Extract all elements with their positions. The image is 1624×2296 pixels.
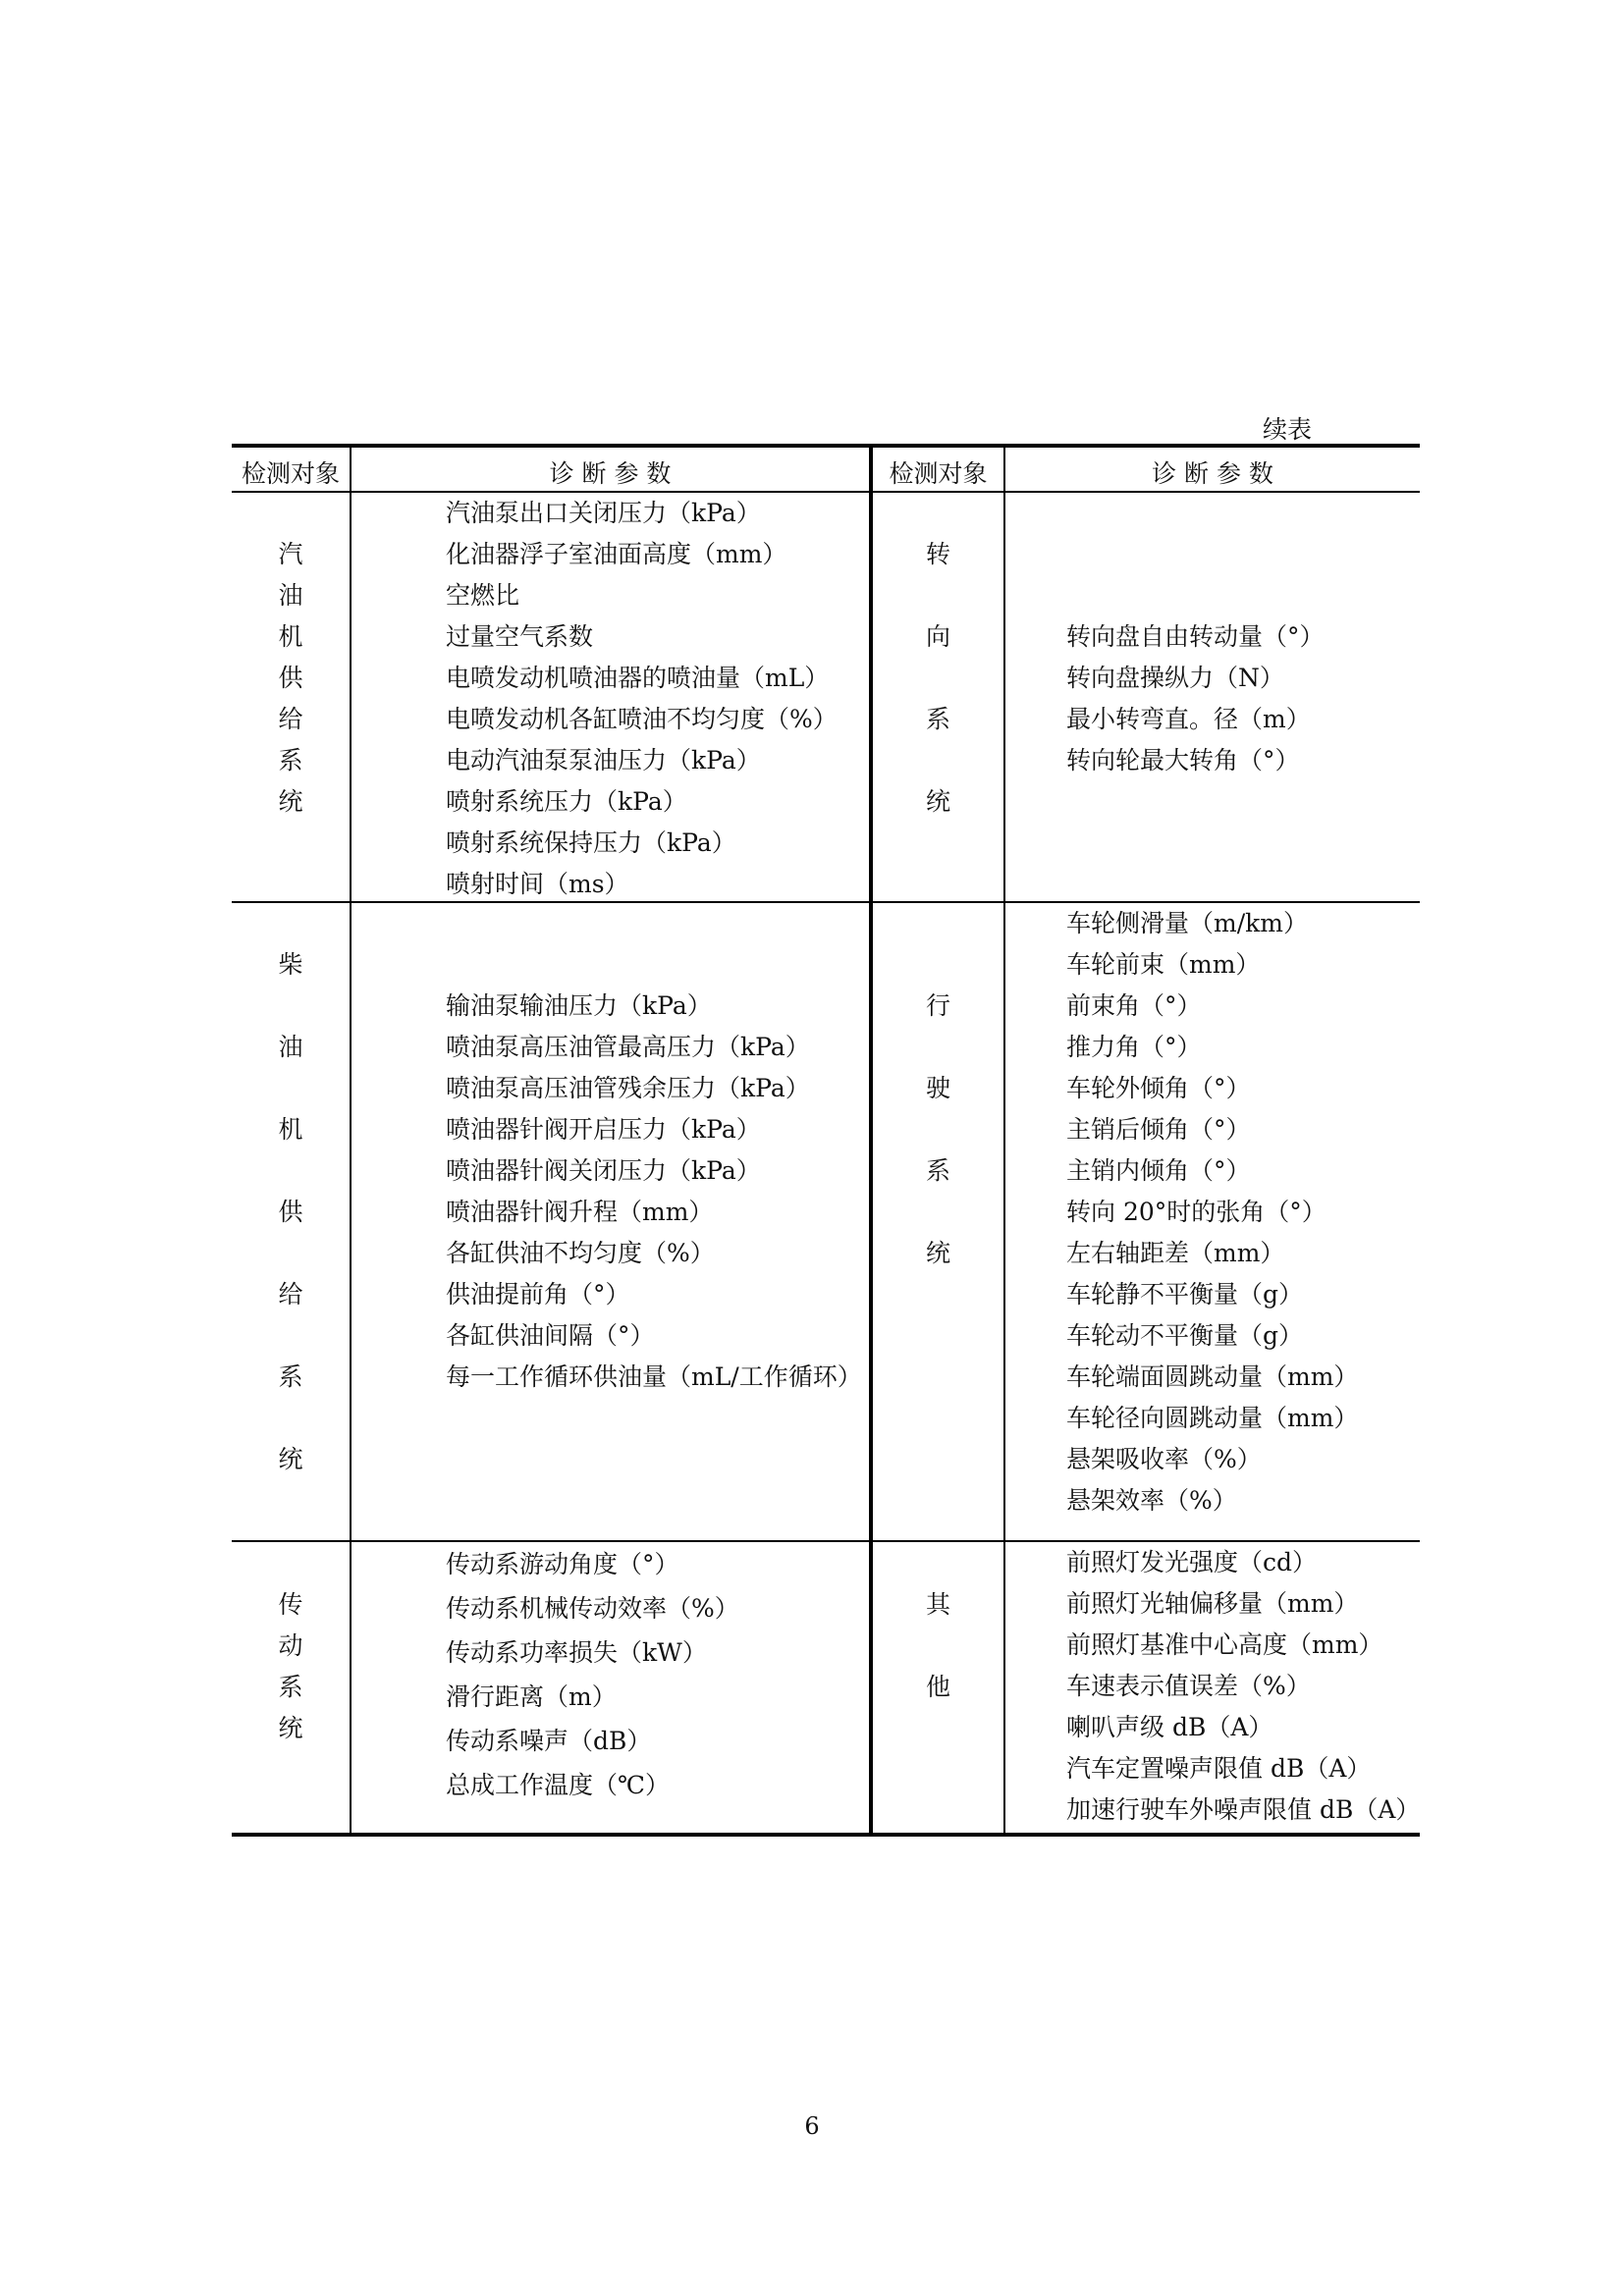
list-item: 每一工作循环供油量（mL/工作循环） bbox=[446, 1362, 862, 1391]
list-item: 喇叭声级 dB（A） bbox=[1066, 1713, 1273, 1741]
list-item: 喷油泵高压油管残余压力（kPa） bbox=[446, 1074, 810, 1102]
list-item: 车轮动不平衡量（g） bbox=[1066, 1321, 1304, 1350]
list-item: 电喷发动机各缸喷油不均匀度（%） bbox=[446, 705, 838, 733]
section-2-right-object bbox=[873, 986, 1003, 1274]
list-item: 车轮外倾角（°） bbox=[1066, 1074, 1251, 1102]
list-item: 喷油器针阀关闭压力（kPa） bbox=[446, 1156, 761, 1185]
list-item: 车轮前束（mm） bbox=[1066, 950, 1261, 979]
list-item: 电喷发动机喷油器的喷油量（mL） bbox=[446, 664, 830, 692]
list-item: 化油器浮子室油面高度（mm） bbox=[446, 540, 787, 568]
list-item: 主销内倾角（°） bbox=[1066, 1156, 1251, 1185]
label-char: 柴 bbox=[278, 950, 303, 979]
list-item: 各缸供油不均匀度（%） bbox=[446, 1239, 715, 1267]
list-item: 左右轴距差（mm） bbox=[1066, 1239, 1285, 1267]
column-rule-3 bbox=[1003, 446, 1005, 1835]
list-item: 最小转弯直。径（m） bbox=[1066, 705, 1311, 733]
list-item: 喷射时间（ms） bbox=[446, 870, 629, 898]
list-item: 喷射系统保持压力（kPa） bbox=[446, 828, 736, 857]
label-char: 统 bbox=[278, 1714, 303, 1742]
label-char: 转 bbox=[925, 540, 950, 568]
header-left-params: 诊 断 参 数 bbox=[549, 459, 672, 488]
label-char: 系 bbox=[278, 1362, 303, 1391]
column-rule-1 bbox=[350, 446, 352, 1835]
list-item: 汽车定置噪声限值 dB（A） bbox=[1066, 1754, 1372, 1783]
label-char: 供 bbox=[278, 664, 303, 692]
label-char: 汽 bbox=[278, 540, 303, 568]
section-3-left-object bbox=[232, 1584, 350, 1749]
list-item: 前照灯光轴偏移量（mm） bbox=[1066, 1589, 1359, 1618]
label-char: 统 bbox=[925, 787, 950, 816]
label-char: 向 bbox=[925, 622, 950, 651]
list-item: 车轮静不平衡量（g） bbox=[1066, 1280, 1304, 1308]
label-char: 动 bbox=[278, 1631, 303, 1660]
list-item: 加速行驶车外噪声限值 dB（A） bbox=[1066, 1795, 1421, 1824]
header-right-object: 检测对象 bbox=[889, 459, 988, 488]
list-item: 传动系游动角度（°） bbox=[446, 1550, 679, 1578]
list-item: 推力角（°） bbox=[1066, 1033, 1202, 1061]
header-right-params: 诊 断 参 数 bbox=[1152, 459, 1273, 488]
list-item: 主销后倾角（°） bbox=[1066, 1115, 1251, 1144]
label-char: 其 bbox=[925, 1590, 950, 1619]
list-item: 汽油泵出口关闭压力（kPa） bbox=[446, 499, 761, 527]
list-item: 电动汽油泵泵油压力（kPa） bbox=[446, 746, 761, 774]
section-3-left-params bbox=[446, 1542, 739, 1807]
list-item: 传动系机械传动效率（%） bbox=[446, 1594, 739, 1623]
list-item: 滑行距离（m） bbox=[446, 1682, 617, 1711]
list-item: 输油泵输油压力（kPa） bbox=[446, 991, 712, 1020]
table-bottom-rule bbox=[232, 1833, 1420, 1837]
label-char: 驶 bbox=[925, 1074, 950, 1102]
label-char: 油 bbox=[278, 581, 303, 610]
continued-label: 续表 bbox=[1263, 415, 1313, 444]
section-1-right-params bbox=[1066, 616, 1325, 781]
section-1-left-params bbox=[446, 493, 838, 905]
label-char: 系 bbox=[925, 1156, 950, 1185]
label-char: 统 bbox=[278, 787, 303, 816]
list-item: 前束角（°） bbox=[1066, 991, 1202, 1020]
label-char: 行 bbox=[925, 991, 950, 1020]
label-char: 给 bbox=[278, 705, 303, 733]
list-item: 喷射系统压力（kPa） bbox=[446, 787, 687, 816]
list-item: 转向盘操纵力（N） bbox=[1066, 664, 1284, 692]
label-char: 油 bbox=[278, 1033, 303, 1061]
list-item: 转向轮最大转角（°） bbox=[1066, 746, 1300, 774]
list-item: 车轮径向圆跳动量（mm） bbox=[1066, 1404, 1359, 1432]
list-item: 空燃比 bbox=[446, 581, 520, 610]
label-char: 传 bbox=[278, 1590, 303, 1619]
list-item: 总成工作温度（℃） bbox=[446, 1771, 670, 1799]
section-1-left-object bbox=[232, 534, 350, 823]
list-item: 转向盘自由转动量（°） bbox=[1066, 622, 1325, 651]
label-char: 机 bbox=[278, 622, 303, 651]
list-item: 喷油器针阀开启压力（kPa） bbox=[446, 1115, 761, 1144]
list-item: 喷油泵高压油管最高压力（kPa） bbox=[446, 1033, 810, 1061]
diagnostic-parameters-table bbox=[232, 444, 1420, 1837]
list-item: 车速表示值误差（%） bbox=[1066, 1672, 1311, 1700]
list-item: 前照灯基准中心高度（mm） bbox=[1066, 1630, 1383, 1659]
list-item: 过量空气系数 bbox=[446, 622, 594, 651]
section-1-right-object bbox=[873, 534, 1003, 823]
label-char: 他 bbox=[925, 1673, 950, 1701]
label-char: 系 bbox=[278, 746, 303, 774]
list-item: 各缸供油间隔（°） bbox=[446, 1321, 655, 1350]
list-item: 悬架吸收率（%） bbox=[1066, 1445, 1262, 1473]
list-item: 车轮端面圆跳动量（mm） bbox=[1066, 1362, 1359, 1391]
section-2-left-params bbox=[446, 986, 862, 1398]
label-char: 统 bbox=[925, 1239, 950, 1267]
section-3-right-object bbox=[873, 1584, 1003, 1708]
list-item: 传动系功率损失（kW） bbox=[446, 1638, 707, 1667]
label-char: 统 bbox=[278, 1445, 303, 1473]
list-item: 前照灯发光强度（cd） bbox=[1066, 1548, 1318, 1576]
table-top-rule bbox=[232, 444, 1420, 448]
list-item: 车轮侧滑量（m/km） bbox=[1066, 909, 1308, 937]
list-item: 转向 20°时的张角（°） bbox=[1066, 1198, 1326, 1226]
list-item: 喷油器针阀升程（mm） bbox=[446, 1198, 714, 1226]
section-3-right-params bbox=[1066, 1542, 1420, 1831]
label-char: 机 bbox=[278, 1115, 303, 1144]
label-char: 系 bbox=[925, 705, 950, 733]
section-2-left-object bbox=[232, 944, 350, 1480]
label-char: 给 bbox=[278, 1280, 303, 1308]
list-item: 传动系噪声（dB） bbox=[446, 1727, 652, 1755]
list-item: 供油提前角（°） bbox=[446, 1280, 630, 1308]
section-2-right-params bbox=[1066, 903, 1358, 1522]
list-item: 悬架效率（%） bbox=[1066, 1486, 1237, 1515]
label-char: 系 bbox=[278, 1673, 303, 1701]
label-char: 供 bbox=[278, 1198, 303, 1226]
header-left-object: 检测对象 bbox=[241, 459, 340, 488]
page-number: 6 bbox=[804, 2112, 820, 2140]
